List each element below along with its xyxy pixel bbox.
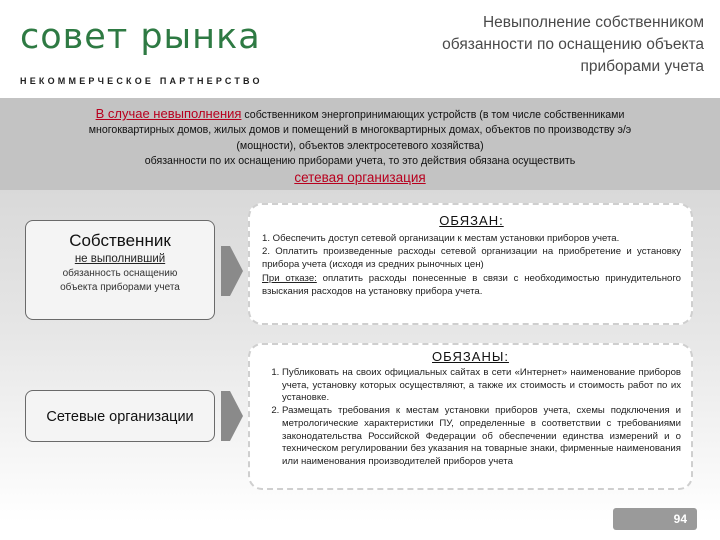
- obligations-network-title: ОБЯЗАНЫ:: [432, 349, 509, 364]
- logo-main-text: совет рынка: [20, 17, 261, 57]
- obligations-owner-title: ОБЯЗАН:: [439, 213, 504, 228]
- logo-subtitle: НЕКОММЕРЧЕСКОЕ ПАРТНЕРСТВО: [20, 76, 263, 86]
- slide-title-line2: обязанности по оснащению объекта: [442, 36, 704, 53]
- obligation-item: 2. Размещать требования к местам установки приборов учета, схемы подключения и метрологические характеристики ПУ, определенные в соответствии с требованиями законодательства Российской Федерации об обеспечении единства измерений и о техническом регулировании без указания на товарные знаки, фирменные наименования или наименования производителей приборов учета: [282, 405, 681, 469]
- network-box: [25, 390, 215, 442]
- network-title: Сетевые организации: [46, 409, 194, 425]
- obligation-item: 1. Обеспечить доступ сетевой организации к местам установки приборов учета.: [262, 233, 620, 244]
- logo: [20, 18, 263, 86]
- obligation-item: 2. Оплатить произведенные расходы сетевой организации на приобретение и установку прибора учета (исходя из средних рыночных цен): [262, 246, 681, 271]
- intro-line1: [0, 106, 720, 123]
- refusal-clause: [262, 272, 681, 298]
- owner-description: обязанность оснащению объекта приборами учета: [60, 268, 180, 293]
- refusal-text: оплатить расходы понесенные в связи с необходимостью принудительного взыскания расходов на установку прибора учета.: [262, 272, 682, 297]
- arrow-right-icon: [221, 381, 243, 451]
- intro-panel: [0, 98, 720, 190]
- intro-highlight: В случае невыполнения: [95, 106, 242, 121]
- obligations-network-box: [248, 343, 693, 490]
- intro-line2: многоквартирных домов, жилых домов и помещений в многоквартирных домах, объектов по производству э/э: [88, 124, 632, 137]
- intro-line4: обязанности по их оснащению приборами учета, то это действия обязана осуществить: [144, 155, 576, 168]
- arrow-right-icon: [221, 236, 243, 306]
- slide-title-line3: приборами учета: [580, 58, 704, 75]
- owner-subtitle: не выполнивший: [74, 253, 166, 265]
- owner-title: Собственник: [69, 231, 171, 250]
- intro-line3: (мощности), объектов электросетевого хозяйства): [236, 139, 484, 152]
- obligations-owner-box: [248, 203, 693, 325]
- obligation-item: 1. Публиковать на своих официальных сайтах в сети «Интернет» наименование приборов учета, установку которых осуществляют, а также их стоимость и стоимость работ по их установке.: [282, 367, 681, 405]
- owner-box: [25, 220, 215, 320]
- intro-line1-rest: собственником энергопринимающих устройств (в том числе собственниками: [241, 109, 625, 121]
- intro-emphasis: сетевая организация: [294, 169, 426, 185]
- slide-title-line1: Невыполнение собственником: [482, 14, 704, 31]
- page-number: 94: [613, 508, 697, 530]
- refusal-label: При отказе:: [262, 272, 317, 284]
- slide-title: [344, 12, 704, 78]
